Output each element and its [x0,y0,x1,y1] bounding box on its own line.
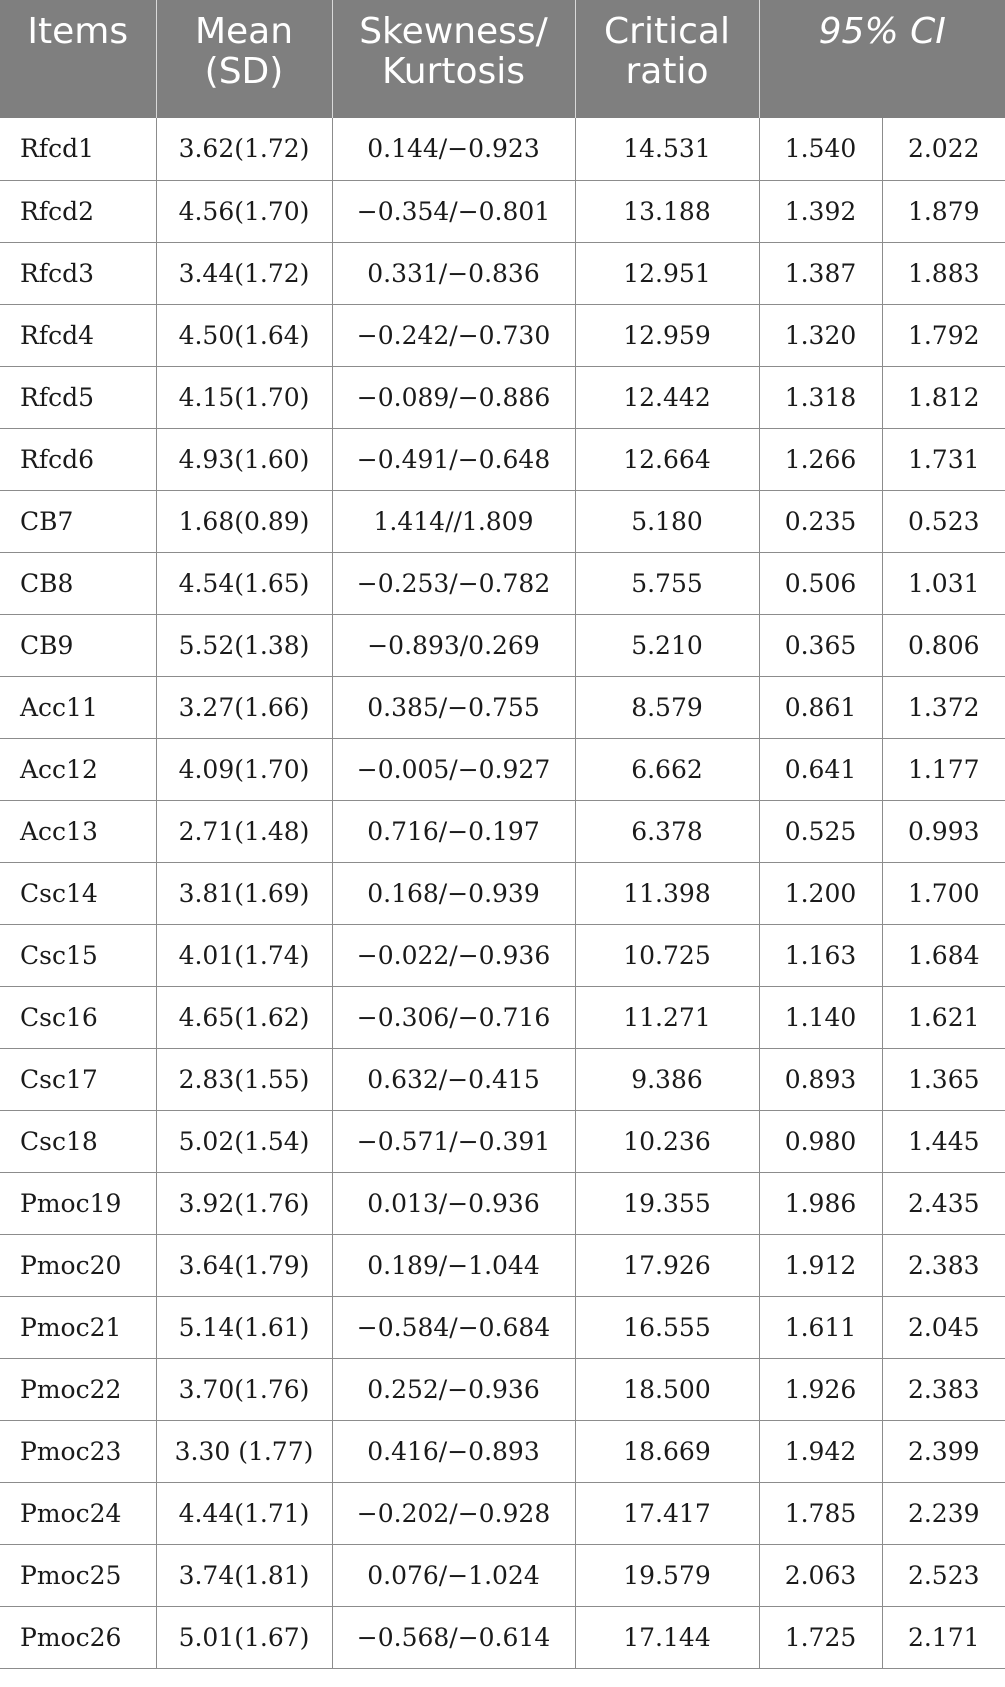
cell-ci-lower: 0.365 [759,614,882,676]
header-items: Items [0,0,156,118]
cell-ci-upper: 1.372 [882,676,1005,738]
cell-ci-lower: 0.861 [759,676,882,738]
cell-critical-ratio: 16.555 [575,1296,759,1358]
cell-critical-ratio: 8.579 [575,676,759,738]
cell-mean-sd: 4.54(1.65) [156,552,332,614]
table-row [0,800,1005,862]
cell-ci-lower: 1.200 [759,862,882,924]
cell-item: Csc15 [0,924,156,986]
cell-item: Pmoc22 [0,1358,156,1420]
cell-ci-upper: 1.621 [882,986,1005,1048]
table-row [0,242,1005,304]
cell-ci-upper: 0.523 [882,490,1005,552]
cell-mean-sd: 4.01(1.74) [156,924,332,986]
cell-critical-ratio: 11.271 [575,986,759,1048]
cell-ci-lower: 1.611 [759,1296,882,1358]
cell-item: Acc13 [0,800,156,862]
cell-ci-lower: 0.641 [759,738,882,800]
header-skewness-kurtosis: Skewness/ Kurtosis [332,0,575,118]
cell-ci-upper: 1.812 [882,366,1005,428]
cell-skewness-kurtosis: −0.253/−0.782 [332,552,575,614]
cell-ci-upper: 1.684 [882,924,1005,986]
cell-critical-ratio: 19.355 [575,1172,759,1234]
cell-skewness-kurtosis: −0.005/−0.927 [332,738,575,800]
cell-ci-lower: 1.986 [759,1172,882,1234]
cell-skewness-kurtosis: 0.252/−0.936 [332,1358,575,1420]
cell-critical-ratio: 6.378 [575,800,759,862]
table-row [0,1234,1005,1296]
header-95-ci: 95% CI [759,0,1005,118]
cell-skewness-kurtosis: −0.022/−0.936 [332,924,575,986]
cell-critical-ratio: 17.417 [575,1482,759,1544]
cell-item: Rfcd4 [0,304,156,366]
cell-ci-lower: 1.392 [759,180,882,242]
cell-skewness-kurtosis: 0.189/−1.044 [332,1234,575,1296]
cell-ci-lower: 0.506 [759,552,882,614]
cell-critical-ratio: 5.755 [575,552,759,614]
cell-critical-ratio: 12.664 [575,428,759,490]
cell-ci-lower: 1.387 [759,242,882,304]
cell-item: Csc18 [0,1110,156,1172]
cell-item: Rfcd3 [0,242,156,304]
cell-ci-upper: 1.792 [882,304,1005,366]
cell-item: Csc16 [0,986,156,1048]
cell-ci-lower: 1.942 [759,1420,882,1482]
cell-mean-sd: 3.74(1.81) [156,1544,332,1606]
cell-ci-lower: 1.926 [759,1358,882,1420]
cell-ci-lower: 1.140 [759,986,882,1048]
cell-ci-upper: 2.171 [882,1606,1005,1668]
cell-item: CB9 [0,614,156,676]
table-row [0,862,1005,924]
table-row [0,1172,1005,1234]
cell-critical-ratio: 17.144 [575,1606,759,1668]
cell-skewness-kurtosis: −0.306/−0.716 [332,986,575,1048]
cell-item: Rfcd6 [0,428,156,490]
cell-ci-lower: 1.318 [759,366,882,428]
cell-ci-lower: 1.540 [759,118,882,180]
cell-ci-upper: 2.523 [882,1544,1005,1606]
cell-mean-sd: 4.56(1.70) [156,180,332,242]
cell-skewness-kurtosis: 0.716/−0.197 [332,800,575,862]
table-body [0,118,1005,1668]
cell-mean-sd: 3.27(1.66) [156,676,332,738]
cell-ci-lower: 1.266 [759,428,882,490]
cell-item: Acc12 [0,738,156,800]
cell-skewness-kurtosis: −0.354/−0.801 [332,180,575,242]
cell-skewness-kurtosis: −0.893/0.269 [332,614,575,676]
cell-ci-upper: 1.031 [882,552,1005,614]
table-row [0,118,1005,180]
cell-ci-lower: 1.785 [759,1482,882,1544]
table-row [0,1358,1005,1420]
table-row [0,1606,1005,1668]
cell-mean-sd: 3.62(1.72) [156,118,332,180]
cell-item: CB7 [0,490,156,552]
cell-mean-sd: 4.50(1.64) [156,304,332,366]
cell-critical-ratio: 14.531 [575,118,759,180]
cell-critical-ratio: 12.442 [575,366,759,428]
cell-ci-lower: 2.063 [759,1544,882,1606]
cell-skewness-kurtosis: −0.568/−0.614 [332,1606,575,1668]
header-row [0,0,1005,118]
cell-ci-upper: 2.239 [882,1482,1005,1544]
header-critical-ratio: Critical ratio [575,0,759,118]
cell-mean-sd: 4.44(1.71) [156,1482,332,1544]
table-row [0,428,1005,490]
cell-skewness-kurtosis: −0.202/−0.928 [332,1482,575,1544]
cell-item: Pmoc23 [0,1420,156,1482]
cell-ci-lower: 0.893 [759,1048,882,1110]
cell-skewness-kurtosis: −0.491/−0.648 [332,428,575,490]
cell-mean-sd: 3.81(1.69) [156,862,332,924]
cell-ci-upper: 2.383 [882,1234,1005,1296]
cell-skewness-kurtosis: 0.076/−1.024 [332,1544,575,1606]
table-row [0,1420,1005,1482]
table-row [0,180,1005,242]
cell-ci-lower: 0.980 [759,1110,882,1172]
cell-ci-upper: 2.435 [882,1172,1005,1234]
table-row [0,1296,1005,1358]
cell-skewness-kurtosis: 0.331/−0.836 [332,242,575,304]
cell-critical-ratio: 11.398 [575,862,759,924]
cell-mean-sd: 5.02(1.54) [156,1110,332,1172]
cell-item: Pmoc20 [0,1234,156,1296]
table-row [0,924,1005,986]
cell-mean-sd: 3.92(1.76) [156,1172,332,1234]
cell-skewness-kurtosis: −0.089/−0.886 [332,366,575,428]
cell-ci-upper: 2.045 [882,1296,1005,1358]
table-row [0,490,1005,552]
cell-ci-upper: 2.022 [882,118,1005,180]
cell-mean-sd: 4.93(1.60) [156,428,332,490]
cell-ci-upper: 1.177 [882,738,1005,800]
cell-mean-sd: 3.30 (1.77) [156,1420,332,1482]
table-row [0,676,1005,738]
cell-mean-sd: 4.09(1.70) [156,738,332,800]
table-row [0,986,1005,1048]
cell-item: Pmoc26 [0,1606,156,1668]
cell-skewness-kurtosis: 0.168/−0.939 [332,862,575,924]
cell-item: Pmoc19 [0,1172,156,1234]
table-row [0,1482,1005,1544]
cell-critical-ratio: 17.926 [575,1234,759,1296]
table-row [0,304,1005,366]
table-header [0,0,1005,118]
cell-critical-ratio: 5.210 [575,614,759,676]
cell-mean-sd: 3.70(1.76) [156,1358,332,1420]
table-row [0,1110,1005,1172]
cell-mean-sd: 1.68(0.89) [156,490,332,552]
cell-item: Pmoc24 [0,1482,156,1544]
cell-ci-lower: 0.525 [759,800,882,862]
cell-critical-ratio: 13.188 [575,180,759,242]
cell-critical-ratio: 18.669 [575,1420,759,1482]
cell-item: Pmoc25 [0,1544,156,1606]
cell-skewness-kurtosis: 0.144/−0.923 [332,118,575,180]
table-row [0,1544,1005,1606]
cell-ci-lower: 0.235 [759,490,882,552]
cell-mean-sd: 5.52(1.38) [156,614,332,676]
cell-item: CB8 [0,552,156,614]
cell-skewness-kurtosis: 0.385/−0.755 [332,676,575,738]
cell-skewness-kurtosis: 0.632/−0.415 [332,1048,575,1110]
header-mean-sd: Mean (SD) [156,0,332,118]
cell-skewness-kurtosis: 1.414//1.809 [332,490,575,552]
cell-mean-sd: 5.01(1.67) [156,1606,332,1668]
cell-ci-upper: 1.445 [882,1110,1005,1172]
cell-mean-sd: 3.44(1.72) [156,242,332,304]
cell-critical-ratio: 10.725 [575,924,759,986]
cell-item: Rfcd5 [0,366,156,428]
cell-item: Rfcd2 [0,180,156,242]
cell-ci-upper: 1.365 [882,1048,1005,1110]
cell-ci-upper: 1.883 [882,242,1005,304]
cell-critical-ratio: 9.386 [575,1048,759,1110]
cell-mean-sd: 2.71(1.48) [156,800,332,862]
cell-ci-upper: 0.993 [882,800,1005,862]
cell-item: Csc14 [0,862,156,924]
table-row [0,366,1005,428]
cell-ci-upper: 1.731 [882,428,1005,490]
cell-critical-ratio: 10.236 [575,1110,759,1172]
cell-ci-lower: 1.912 [759,1234,882,1296]
cell-item: Rfcd1 [0,118,156,180]
cell-critical-ratio: 18.500 [575,1358,759,1420]
cell-ci-upper: 0.806 [882,614,1005,676]
table-row [0,614,1005,676]
cell-ci-lower: 1.163 [759,924,882,986]
cell-mean-sd: 5.14(1.61) [156,1296,332,1358]
cell-item: Pmoc21 [0,1296,156,1358]
cell-item: Acc11 [0,676,156,738]
table-row [0,738,1005,800]
table-row [0,552,1005,614]
cell-critical-ratio: 5.180 [575,490,759,552]
cell-mean-sd: 3.64(1.79) [156,1234,332,1296]
cell-critical-ratio: 12.959 [575,304,759,366]
cell-ci-lower: 1.725 [759,1606,882,1668]
cell-ci-upper: 1.700 [882,862,1005,924]
cell-ci-lower: 1.320 [759,304,882,366]
cell-skewness-kurtosis: 0.013/−0.936 [332,1172,575,1234]
cell-skewness-kurtosis: −0.242/−0.730 [332,304,575,366]
cell-critical-ratio: 12.951 [575,242,759,304]
cell-mean-sd: 4.65(1.62) [156,986,332,1048]
table-row [0,1048,1005,1110]
cell-critical-ratio: 6.662 [575,738,759,800]
cell-mean-sd: 2.83(1.55) [156,1048,332,1110]
cell-skewness-kurtosis: 0.416/−0.893 [332,1420,575,1482]
cell-mean-sd: 4.15(1.70) [156,366,332,428]
cell-ci-upper: 2.399 [882,1420,1005,1482]
cell-skewness-kurtosis: −0.584/−0.684 [332,1296,575,1358]
cell-ci-upper: 2.383 [882,1358,1005,1420]
cell-ci-upper: 1.879 [882,180,1005,242]
cell-critical-ratio: 19.579 [575,1544,759,1606]
cell-item: Csc17 [0,1048,156,1110]
cell-skewness-kurtosis: −0.571/−0.391 [332,1110,575,1172]
